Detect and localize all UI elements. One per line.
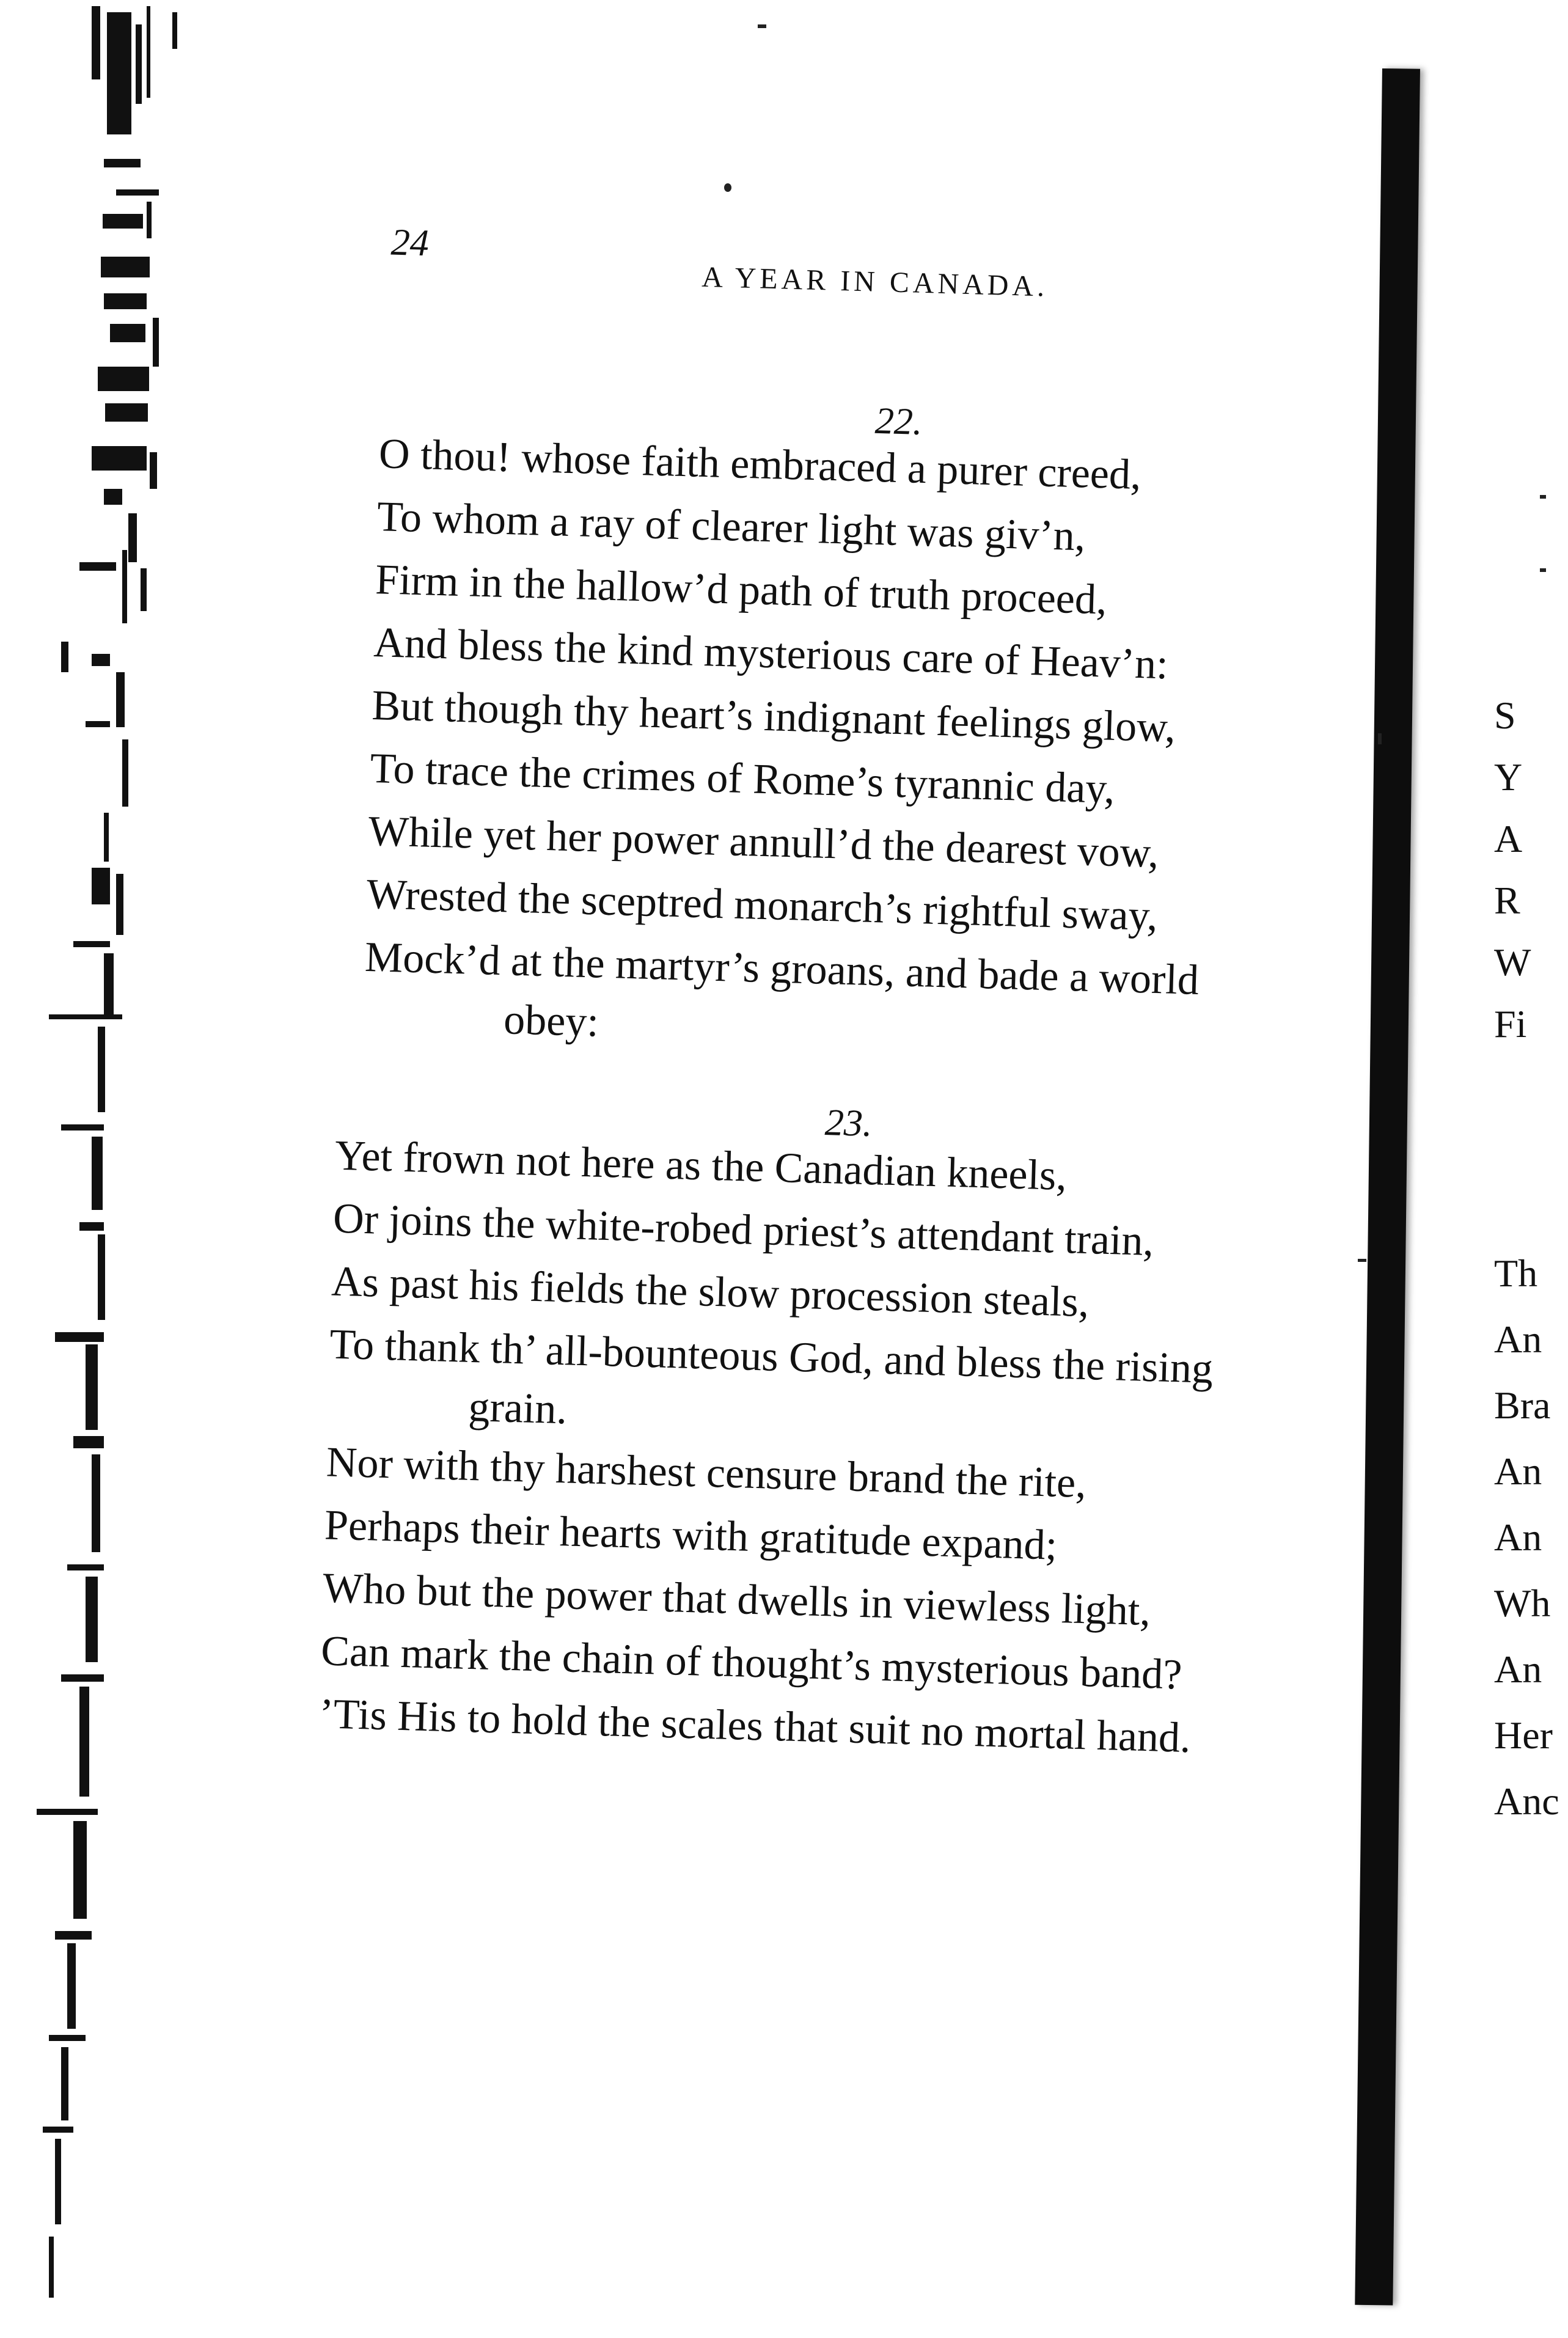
poem-line-continuation: obey:: [503, 996, 599, 1046]
facing-fragment: R: [1494, 879, 1520, 922]
poem-line: Or joins the white-robed priest’s attendant train,: [332, 1195, 1155, 1266]
stanza-number: 22.: [874, 400, 923, 443]
facing-page-upper: [1494, 684, 1568, 1055]
facing-fragment: Y: [1494, 755, 1523, 799]
poem-line: As past his fields the slow procession steals,: [331, 1258, 1090, 1327]
facing-fragment: Th: [1494, 1251, 1538, 1295]
poem-line: Can mark the chain of thought’s mysterious band?: [320, 1627, 1183, 1699]
stanza-22: [362, 422, 1455, 1074]
poem-line-continuation: grain.: [467, 1383, 568, 1434]
facing-fragment: Wh: [1494, 1581, 1551, 1625]
poem-line: Wrested the sceptred monarch’s rightful sway,: [365, 870, 1159, 940]
poem-line: To whom a ray of clearer light was giv’n,: [376, 493, 1086, 560]
facing-fragment: A: [1494, 817, 1523, 860]
poem-line: Who but the power that dwells in viewless light,: [322, 1564, 1151, 1635]
facing-fragment: W: [1494, 940, 1531, 984]
facing-page-lower: [1494, 1240, 1568, 1834]
facing-fragment: An: [1494, 1647, 1542, 1691]
poem-line: O thou! whose faith embraced a purer creed,: [378, 430, 1142, 499]
stanza-number: 23.: [824, 1101, 873, 1145]
running-title: A YEAR IN CANADA.: [701, 260, 1049, 303]
poem-line: To thank th’ all-bounteous God, and bless the rising: [329, 1321, 1214, 1393]
facing-fragment: An: [1494, 1449, 1542, 1493]
facing-fragment: Her: [1494, 1713, 1553, 1757]
stanza-23: [318, 1124, 1411, 1776]
poem-line: Nor with thy harshest censure brand the rite,: [325, 1438, 1087, 1508]
facing-fragment: Anc: [1494, 1779, 1559, 1823]
page-number: 24: [390, 221, 430, 265]
poem-line: To trace the crimes of Rome’s tyrannic day,: [369, 744, 1116, 813]
poem-line: And bless the kind mysterious care of Heav’n:: [373, 619, 1169, 689]
poem-line: While yet her power annull’d the dearest vow,: [367, 807, 1160, 878]
facing-fragment: S: [1494, 694, 1516, 737]
poem-line: Mock’d at the martyr’s groans, and bade a world: [364, 933, 1200, 1004]
poem-line: Firm in the hallow’d path of truth proceed,: [375, 556, 1108, 624]
poem-line: ’Tis His to hold the scales that suit no mortal hand.: [318, 1690, 1192, 1762]
poem-line: Yet frown not here as the Canadian kneels,: [334, 1132, 1068, 1200]
poem-line: But though thy heart’s indignant feelings glow,: [371, 682, 1176, 752]
facing-fragment: Fi: [1494, 1002, 1527, 1046]
facing-fragment: Bra: [1494, 1383, 1551, 1427]
facing-fragment: An: [1494, 1317, 1542, 1361]
poem-line: Perhaps their hearts with gratitude expand;: [324, 1501, 1058, 1569]
facing-fragment: An: [1494, 1515, 1542, 1559]
